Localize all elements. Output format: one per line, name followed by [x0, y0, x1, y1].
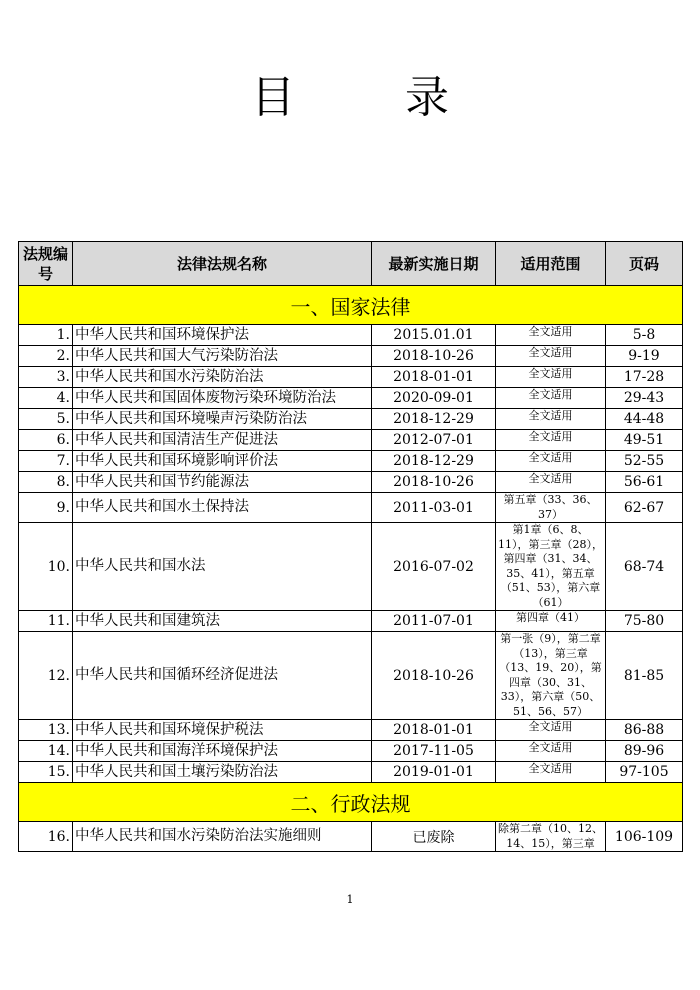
law-name: 中华人民共和国海洋环境保护法 [73, 741, 372, 762]
law-name: 中华人民共和国水土保持法 [73, 493, 372, 523]
header-num: 法规编号 [19, 242, 73, 286]
scope: 全文适用 [496, 741, 606, 762]
page-range: 81-85 [606, 632, 683, 720]
table-row [19, 346, 683, 367]
header-name: 法律法规名称 [73, 242, 372, 286]
row-number: 8. [19, 472, 73, 493]
section-title: 二、行政法规 [19, 783, 683, 822]
table-header-row [19, 242, 683, 286]
law-name: 中华人民共和国水污染防治法实施细则 [73, 822, 372, 852]
page-range: 75-80 [606, 611, 683, 632]
page-range: 68-74 [606, 523, 683, 611]
page-range: 97-105 [606, 762, 683, 783]
page-number: 1 [346, 893, 354, 906]
section-row [19, 286, 683, 325]
scope: 全文适用 [496, 451, 606, 472]
row-number: 13. [19, 720, 73, 741]
table-row [19, 741, 683, 762]
table-row [19, 451, 683, 472]
law-name: 中华人民共和国建筑法 [73, 611, 372, 632]
law-name: 中华人民共和国土壤污染防治法 [73, 762, 372, 783]
scope: 全文适用 [496, 367, 606, 388]
row-number: 14. [19, 741, 73, 762]
table-row [19, 409, 683, 430]
table-row [19, 472, 683, 493]
effective-date: 2018-01-01 [372, 367, 496, 388]
scope: 第一张（9），第二章（13），第三章（13、19、20），第四章（30、31、33），第六章（50、51、56、57） [496, 632, 606, 720]
table-row [19, 632, 683, 720]
effective-date: 2012-07-01 [372, 430, 496, 451]
scope: 全文适用 [496, 472, 606, 493]
page-range: 89-96 [606, 741, 683, 762]
law-name: 中华人民共和国固体废物污染环境防治法 [73, 388, 372, 409]
law-name: 中华人民共和国环境保护法 [73, 325, 372, 346]
effective-date: 2018-12-29 [372, 409, 496, 430]
page-range: 56-61 [606, 472, 683, 493]
page-range: 17-28 [606, 367, 683, 388]
page-title: 目 录 [251, 72, 497, 123]
effective-date: 2018-01-01 [372, 720, 496, 741]
law-name: 中华人民共和国环境保护税法 [73, 720, 372, 741]
table-row [19, 611, 683, 632]
scope: 第四章（41） [496, 611, 606, 632]
law-name: 中华人民共和国节约能源法 [73, 472, 372, 493]
effective-date: 2011-07-01 [372, 611, 496, 632]
row-number: 15. [19, 762, 73, 783]
law-name: 中华人民共和国环境噪声污染防治法 [73, 409, 372, 430]
table-row [19, 367, 683, 388]
toc-body [19, 286, 683, 852]
table-row [19, 822, 683, 852]
page-range: 52-55 [606, 451, 683, 472]
effective-date: 2011-03-01 [372, 493, 496, 523]
scope: 除第二章（10、12、14、15），第三章 [496, 822, 606, 852]
page-range: 86-88 [606, 720, 683, 741]
law-name: 中华人民共和国水法 [73, 523, 372, 611]
page-range: 49-51 [606, 430, 683, 451]
section-row [19, 783, 683, 822]
page-range: 29-43 [606, 388, 683, 409]
scope: 全文适用 [496, 388, 606, 409]
law-name: 中华人民共和国环境影响评价法 [73, 451, 372, 472]
row-number: 6. [19, 430, 73, 451]
page-range: 44-48 [606, 409, 683, 430]
row-number: 4. [19, 388, 73, 409]
page-range: 106-109 [606, 822, 683, 852]
row-number: 7. [19, 451, 73, 472]
toc-table [18, 241, 683, 852]
effective-date: 2018-12-29 [372, 451, 496, 472]
page-range: 5-8 [606, 325, 683, 346]
header-pages: 页码 [606, 242, 683, 286]
row-number: 2. [19, 346, 73, 367]
page-range: 9-19 [606, 346, 683, 367]
scope: 全文适用 [496, 346, 606, 367]
table-row [19, 388, 683, 409]
header-date: 最新实施日期 [372, 242, 496, 286]
row-number: 12. [19, 632, 73, 720]
header-scope: 适用范围 [496, 242, 606, 286]
row-number: 11. [19, 611, 73, 632]
law-name: 中华人民共和国清洁生产促进法 [73, 430, 372, 451]
scope: 全文适用 [496, 430, 606, 451]
table-row [19, 523, 683, 611]
row-number: 16. [19, 822, 73, 852]
effective-date: 2020-09-01 [372, 388, 496, 409]
table-row [19, 325, 683, 346]
row-number: 10. [19, 523, 73, 611]
effective-date: 2018-10-26 [372, 632, 496, 720]
table-row [19, 762, 683, 783]
effective-date: 2019-01-01 [372, 762, 496, 783]
effective-date: 2018-10-26 [372, 346, 496, 367]
effective-date: 2017-11-05 [372, 741, 496, 762]
scope: 全文适用 [496, 409, 606, 430]
law-name: 中华人民共和国大气污染防治法 [73, 346, 372, 367]
scope: 全文适用 [496, 762, 606, 783]
row-number: 1. [19, 325, 73, 346]
effective-date: 2016-07-02 [372, 523, 496, 611]
table-row [19, 493, 683, 523]
scope: 第五章（33、36、37） [496, 493, 606, 523]
row-number: 3. [19, 367, 73, 388]
scope: 全文适用 [496, 325, 606, 346]
row-number: 5. [19, 409, 73, 430]
law-name: 中华人民共和国水污染防治法 [73, 367, 372, 388]
page-range: 62-67 [606, 493, 683, 523]
row-number: 9. [19, 493, 73, 523]
section-title: 一、国家法律 [19, 286, 683, 325]
table-row [19, 720, 683, 741]
scope: 全文适用 [496, 720, 606, 741]
scope: 第1章（6、8、11），第三章（28），第四章（31、34、35、41），第五章（51、53），第六章（61） [496, 523, 606, 611]
effective-date: 2015.01.01 [372, 325, 496, 346]
law-name: 中华人民共和国循环经济促进法 [73, 632, 372, 720]
effective-date: 2018-10-26 [372, 472, 496, 493]
table-row [19, 430, 683, 451]
effective-date: 已废除 [372, 822, 496, 852]
